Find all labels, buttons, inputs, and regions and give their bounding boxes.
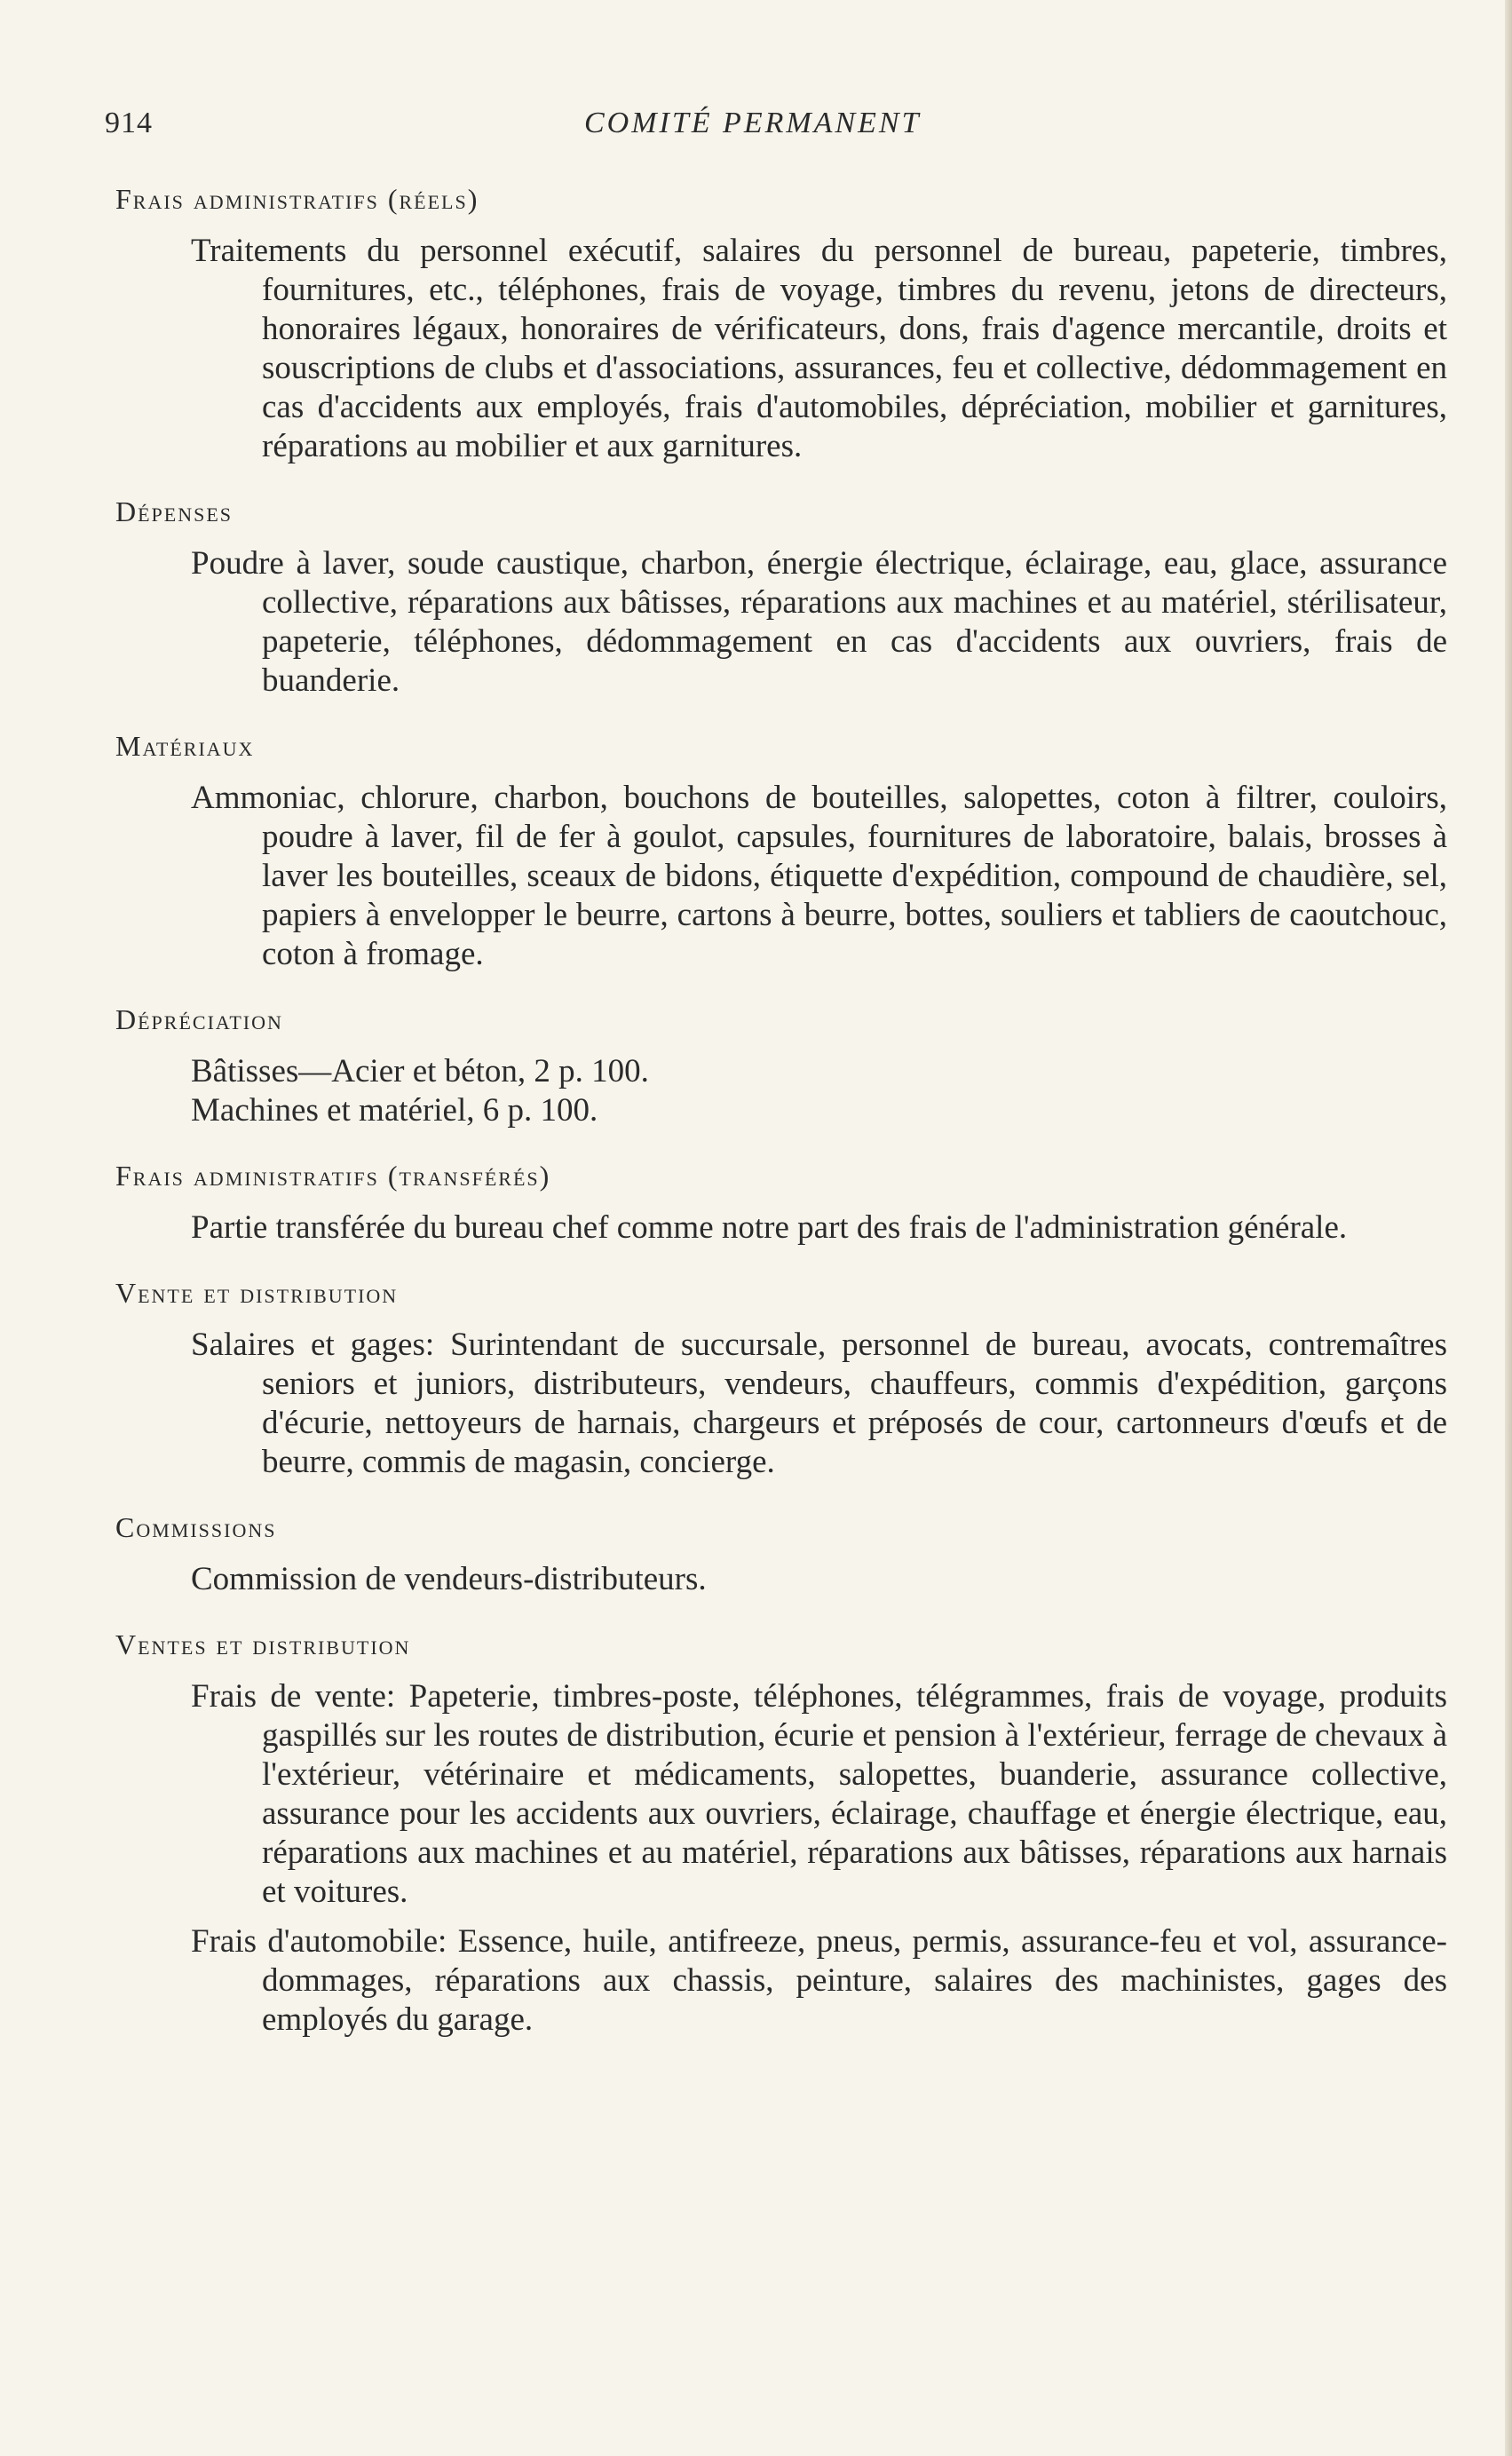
section-heading: Frais administratifs (réels) <box>115 183 479 215</box>
section-paragraph: Frais d'automobile: Essence, huile, antifreeze, pneus, permis, assurance-feu et vol, assurance-dommages, réparations aux chassis, peinture, salaires des machinistes, gages des employés du garage. <box>191 1923 1447 2038</box>
section-commissions <box>115 1510 1447 1599</box>
section-frais-administratifs-transferes <box>115 1159 1447 1248</box>
section-heading: Frais administratifs (transférés) <box>115 1160 551 1192</box>
running-title: COMITÉ PERMANENT <box>584 107 922 139</box>
section-paragraph: Ammoniac, chlorure, charbon, bouchons de bouteilles, salopettes, coton à filtrer, couloirs, poudre à laver, fil de fer à goulot, capsules, fournitures de laboratoire, balais, brosses à laver les bouteilles, sceaux de bidons, étiquette d'expédition, compound de chaudière, sel, papiers à envelopper le beurre, cartons à beurre, bottes, souliers et tabliers de caoutchouc, coton à fromage. <box>191 780 1447 972</box>
page-body <box>115 182 1447 2068</box>
section-paragraph: Salaires et gages: Surintendant de succursale, personnel de bureau, avocats, contremaîtres seniors et juniors, distributeurs, vendeurs, chauffeurs, commis d'expédition, garçons d'écurie, nettoyeurs de harnais, chargeurs et préposés de cour, cartonneurs d'œufs et de beurre, commis de magasin, concierge. <box>191 1327 1447 1480</box>
depreciation-line: Bâtisses—Acier et béton, 2 p. 100. <box>191 1053 649 1089</box>
section-paragraph: Partie transférée du bureau chef comme notre part des frais de l'administration générale. <box>191 1209 1348 1246</box>
depreciation-line: Machines et matériel, 6 p. 100. <box>191 1092 598 1129</box>
section-paragraph: Frais de vente: Papeterie, timbres-poste, téléphones, télégrammes, frais de voyage, produits gaspillés sur les routes de distribution, écurie et pension à l'extérieur, ferrage de chevaux à l'extérieur, vétérinaire et médicaments, salopettes, buanderie, assurance collective, assurance pour les accidents aux ouvriers, éclairage, chauffage et énergie électrique, eau, réparations aux machines et au matériel, réparations aux bâtisses, réparations aux harnais et voitures. <box>191 1678 1447 1910</box>
section-depreciation <box>115 1002 1447 1130</box>
section-paragraph: Commission de vendeurs-distributeurs. <box>191 1561 707 1597</box>
section-frais-administratifs-reels <box>115 182 1447 466</box>
section-heading: Dépréciation <box>115 1003 283 1035</box>
section-ventes-et-distribution <box>115 1628 1447 2040</box>
section-depenses <box>115 495 1447 701</box>
section-materiaux <box>115 729 1447 974</box>
section-heading: Matériaux <box>115 730 255 762</box>
section-paragraph: Poudre à laver, soude caustique, charbon, énergie électrique, éclairage, eau, glace, assurance collective, réparations aux bâtisses, réparations aux machines et au matériel, stérilisateur, papeterie, téléphones, dédommagement en cas d'accidents aux ouvriers, frais de buanderie. <box>191 545 1447 699</box>
section-heading: Dépenses <box>115 495 234 527</box>
page-number: 914 <box>105 107 153 139</box>
page-edge-shadow <box>1505 0 1512 2456</box>
section-vente-et-distribution <box>115 1276 1447 1482</box>
section-line-list <box>191 1052 1447 1130</box>
section-heading: Commissions <box>115 1511 277 1543</box>
page-header <box>105 107 1437 151</box>
section-paragraph: Traitements du personnel exécutif, salaires du personnel de bureau, papeterie, timbres, fournitures, etc., téléphones, frais de voyage, timbres du revenu, jetons de directeurs, honoraires légaux, honoraires de vérificateurs, dons, frais d'agence mercantile, droits et souscriptions de clubs et d'associations, assurances, feu et collective, dédommagement en cas d'accidents aux employés, frais d'automobiles, dépréciation, mobilier et garnitures, réparations au mobilier et aux garnitures. <box>191 233 1447 464</box>
section-heading: Vente et distribution <box>115 1277 399 1309</box>
section-heading: Ventes et distribution <box>115 1628 411 1660</box>
